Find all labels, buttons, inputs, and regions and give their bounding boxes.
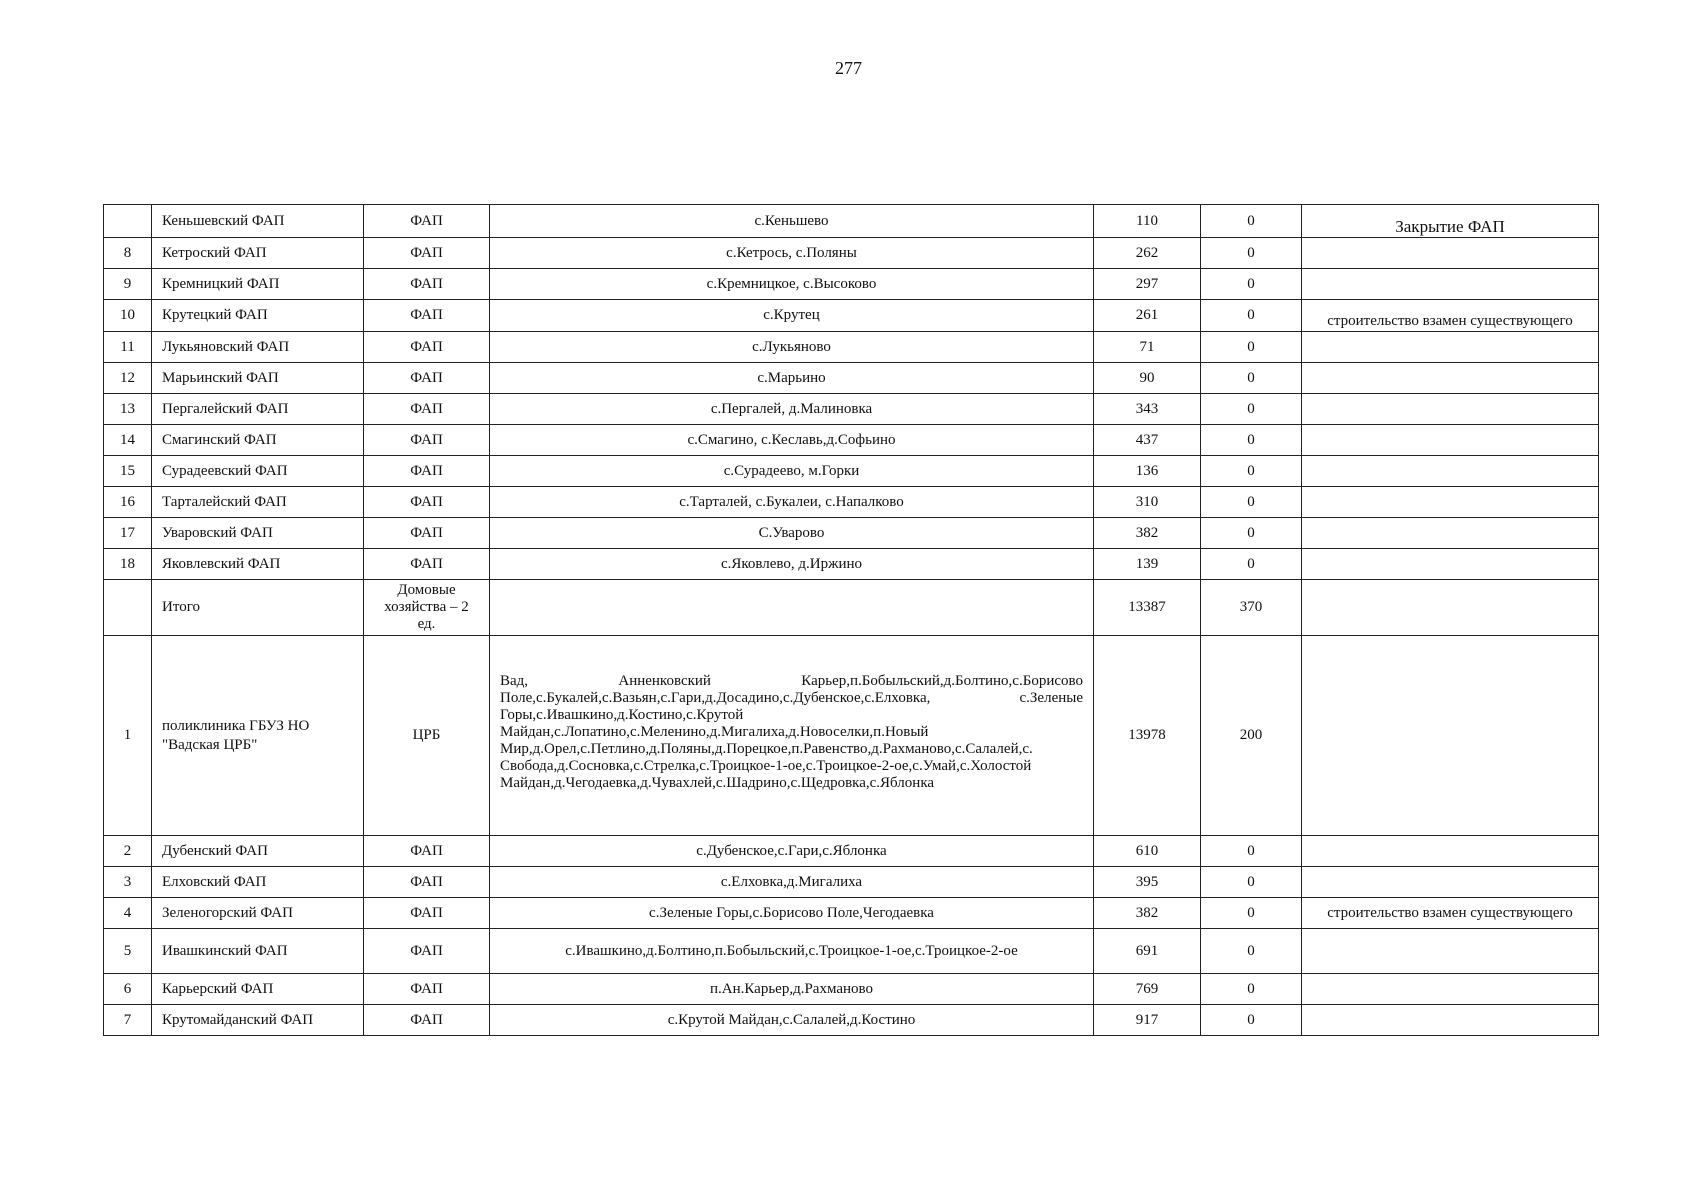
population: 90 — [1094, 363, 1201, 394]
facility-type: ФАП — [364, 1005, 490, 1036]
row-number: 17 — [104, 518, 152, 549]
note — [1302, 974, 1599, 1005]
facility-name: Лукьяновский ФАП — [152, 332, 364, 363]
settlements: с.Тарталей, с.Букалеи, с.Напалково — [490, 487, 1094, 518]
facility-type: ФАП — [364, 898, 490, 929]
row-number: 1 — [104, 636, 152, 836]
row-number: 11 — [104, 332, 152, 363]
row-number: 4 — [104, 898, 152, 929]
table-row — [104, 394, 1599, 425]
row-number: 18 — [104, 549, 152, 580]
facility-type: ФАП — [364, 867, 490, 898]
row-number: 2 — [104, 836, 152, 867]
facility-type: ЦРБ — [364, 636, 490, 836]
population: 71 — [1094, 332, 1201, 363]
population: 343 — [1094, 394, 1201, 425]
facility-type: ФАП — [364, 487, 490, 518]
facility-type: ФАП — [364, 549, 490, 580]
table-row — [104, 867, 1599, 898]
settlements: с.Сурадеево, м.Горки — [490, 456, 1094, 487]
facility-name: Зеленогорский ФАП — [152, 898, 364, 929]
note — [1302, 929, 1599, 974]
facility-name: Смагинский ФАП — [152, 425, 364, 456]
note — [1302, 456, 1599, 487]
table-row — [104, 487, 1599, 518]
facility-type: ФАП — [364, 300, 490, 332]
settlements: с.Пергалей, д.Малиновка — [490, 394, 1094, 425]
fap-table — [103, 204, 1599, 1036]
row-number: 13 — [104, 394, 152, 425]
facility-name: Елховский ФАП — [152, 867, 364, 898]
facility-name: поликлиника ГБУЗ НО "Вадская ЦРБ" — [152, 636, 364, 836]
note: строительство взамен существующего — [1302, 898, 1599, 929]
population: 13978 — [1094, 636, 1201, 836]
row-number: 9 — [104, 269, 152, 300]
row-number: 14 — [104, 425, 152, 456]
facility-name: Кеньшевский ФАП — [152, 205, 364, 238]
facility-type: ФАП — [364, 518, 490, 549]
population: 691 — [1094, 929, 1201, 974]
page-number: 277 — [835, 58, 862, 78]
table-row — [104, 836, 1599, 867]
facility-name: Марьинский ФАП — [152, 363, 364, 394]
table-row — [104, 1005, 1599, 1036]
table-row — [104, 898, 1599, 929]
value: 0 — [1201, 269, 1302, 300]
table-row — [104, 300, 1599, 332]
note — [1302, 636, 1599, 836]
row-number: 15 — [104, 456, 152, 487]
note — [1302, 487, 1599, 518]
settlements: с.Дубенское,с.Гари,с.Яблонка — [490, 836, 1094, 867]
settlements: с.Крутой Майдан,с.Салалей,д.Костино — [490, 1005, 1094, 1036]
settlements: п.Ан.Карьер,д.Рахманово — [490, 974, 1094, 1005]
facility-type: ФАП — [364, 425, 490, 456]
value: 0 — [1201, 425, 1302, 456]
population: 261 — [1094, 300, 1201, 332]
total-population: 13387 — [1094, 580, 1201, 636]
table-row — [104, 363, 1599, 394]
row-number: 5 — [104, 929, 152, 974]
settlements — [490, 580, 1094, 636]
value: 0 — [1201, 205, 1302, 238]
settlements: с.Крутец — [490, 300, 1094, 332]
table-row — [104, 549, 1599, 580]
value: 0 — [1201, 363, 1302, 394]
table-row — [104, 974, 1599, 1005]
settlements: с.Кеньшево — [490, 205, 1094, 238]
note — [1302, 332, 1599, 363]
row-number: 7 — [104, 1005, 152, 1036]
note — [1302, 867, 1599, 898]
value: 0 — [1201, 518, 1302, 549]
row-number: 12 — [104, 363, 152, 394]
settlements: с.Ивашкино,д.Болтино,п.Бобыльский,с.Троицкое-1-ое,с.Троицкое-2-ое — [490, 929, 1094, 974]
note — [1302, 269, 1599, 300]
row-number: 6 — [104, 974, 152, 1005]
total-value: 370 — [1201, 580, 1302, 636]
population: 769 — [1094, 974, 1201, 1005]
note — [1302, 549, 1599, 580]
facility-name: Ивашкинский ФАП — [152, 929, 364, 974]
value: 200 — [1201, 636, 1302, 836]
facility-name: Кремницкий ФАП — [152, 269, 364, 300]
note — [1302, 425, 1599, 456]
value: 0 — [1201, 394, 1302, 425]
value: 0 — [1201, 238, 1302, 269]
row-number — [104, 205, 152, 238]
table-row — [104, 238, 1599, 269]
population: 610 — [1094, 836, 1201, 867]
facility-type: ФАП — [364, 363, 490, 394]
facility-name: Пергалейский ФАП — [152, 394, 364, 425]
facility-type: ФАП — [364, 394, 490, 425]
facility-name: Карьерский ФАП — [152, 974, 364, 1005]
note — [1302, 580, 1599, 636]
settlements: с.Кремницкое, с.Высоково — [490, 269, 1094, 300]
table-row — [104, 929, 1599, 974]
value: 0 — [1201, 974, 1302, 1005]
population: 136 — [1094, 456, 1201, 487]
population: 382 — [1094, 518, 1201, 549]
note: Закрытие ФАП — [1302, 205, 1599, 238]
row-number: 16 — [104, 487, 152, 518]
facility-type: ФАП — [364, 269, 490, 300]
row-number — [104, 580, 152, 636]
facility-type: Домовые хозяйства – 2 ед. — [364, 580, 490, 636]
settlements: с.Зеленые Горы,с.Борисово Поле,Чегодаевка — [490, 898, 1094, 929]
note: строительство взамен существующего — [1302, 300, 1599, 332]
population: 139 — [1094, 549, 1201, 580]
facility-type: ФАП — [364, 929, 490, 974]
population: 262 — [1094, 238, 1201, 269]
settlements: с.Марьино — [490, 363, 1094, 394]
population: 382 — [1094, 898, 1201, 929]
settlements: с.Елховка,д.Мигалиха — [490, 867, 1094, 898]
facility-name: Крутецкий ФАП — [152, 300, 364, 332]
population: 110 — [1094, 205, 1201, 238]
note — [1302, 394, 1599, 425]
row-number: 3 — [104, 867, 152, 898]
value: 0 — [1201, 1005, 1302, 1036]
value: 0 — [1201, 898, 1302, 929]
row-number: 8 — [104, 238, 152, 269]
value: 0 — [1201, 332, 1302, 363]
facility-type: ФАП — [364, 456, 490, 487]
total-row — [104, 580, 1599, 636]
population: 310 — [1094, 487, 1201, 518]
note — [1302, 1005, 1599, 1036]
total-label: Итого — [152, 580, 364, 636]
table-row — [104, 332, 1599, 363]
value: 0 — [1201, 300, 1302, 332]
table-row — [104, 425, 1599, 456]
facility-type: ФАП — [364, 836, 490, 867]
facility-name: Уваровский ФАП — [152, 518, 364, 549]
facility-type: ФАП — [364, 238, 490, 269]
facility-name: Кетроский ФАП — [152, 238, 364, 269]
table-row — [104, 269, 1599, 300]
table-row — [104, 205, 1599, 238]
facility-name: Яковлевский ФАП — [152, 549, 364, 580]
settlements: с.Смагино, с.Кеславь,д.Софьино — [490, 425, 1094, 456]
population: 297 — [1094, 269, 1201, 300]
note — [1302, 518, 1599, 549]
facility-name: Крутомайданский ФАП — [152, 1005, 364, 1036]
value: 0 — [1201, 867, 1302, 898]
value: 0 — [1201, 836, 1302, 867]
table-row — [104, 518, 1599, 549]
value: 0 — [1201, 456, 1302, 487]
facility-name: Дубенский ФАП — [152, 836, 364, 867]
row-number: 10 — [104, 300, 152, 332]
facility-type: ФАП — [364, 974, 490, 1005]
population: 437 — [1094, 425, 1201, 456]
facility-type: ФАП — [364, 332, 490, 363]
settlements: С.Уварово — [490, 518, 1094, 549]
note — [1302, 836, 1599, 867]
settlements: с.Яковлево, д.Иржино — [490, 549, 1094, 580]
note — [1302, 363, 1599, 394]
settlements: с.Кетрось, с.Поляны — [490, 238, 1094, 269]
facility-name: Сурадеевский ФАП — [152, 456, 364, 487]
facility-name: Тарталейский ФАП — [152, 487, 364, 518]
population: 395 — [1094, 867, 1201, 898]
value: 0 — [1201, 929, 1302, 974]
note — [1302, 238, 1599, 269]
value: 0 — [1201, 549, 1302, 580]
population: 917 — [1094, 1005, 1201, 1036]
value: 0 — [1201, 487, 1302, 518]
settlements: Вад, Анненковский Карьер,п.Бобыльский,д.Болтино,с.Борисово Поле,с.Букалей,с.Вазьян,с.Гари,д.Досадино,с.Дубенское,с.Елховка, с.Зеленые Горы,с.Ивашкино,д.Костино,с.Крутой Майдан,с.Лопатино,с.Меленино,д.Мигалиха,д.Новоселки,п.Новый Мир,д.Орел,с.Петлино,д.Поляны,д.Порецкое,п.Равенство,д.Рахманово,с.Салалей,с. Свобода,д.Сосновка,с.Стрелка,с.Троицкое-1-ое,с.Троицкое-2-ое,с.Умай,с.Холостой Майдан,д.Чегодаевка,д.Чувахлей,с.Шадрино,с.Щедровка,с.Яблонка — [490, 636, 1094, 836]
settlements: с.Лукьяново — [490, 332, 1094, 363]
facility-type: ФАП — [364, 205, 490, 238]
table-row — [104, 636, 1599, 836]
table-row — [104, 456, 1599, 487]
